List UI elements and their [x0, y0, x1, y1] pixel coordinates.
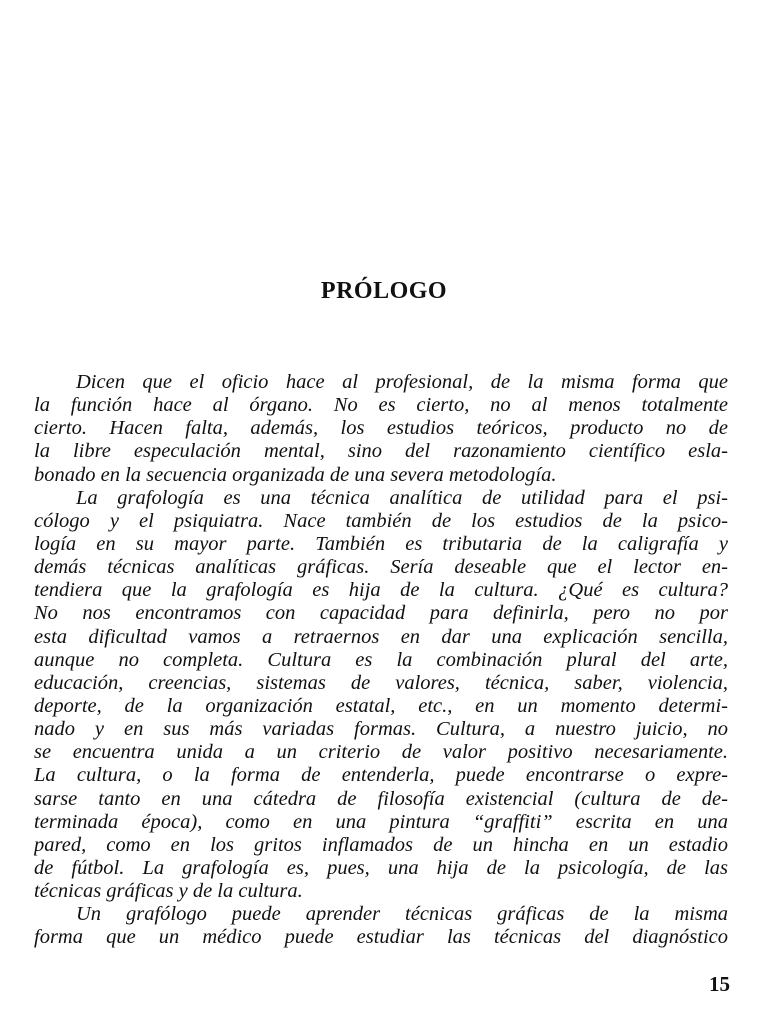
text-line: cierto. Hacen falta, además, los estudios teóricos, producto no de: [34, 417, 728, 440]
text-line: bonado en la secuencia organizada de una severa metodología.: [34, 463, 557, 486]
text-line: la función hace al órgano. No es cierto, no al menos totalmente: [34, 394, 728, 417]
chapter-title: PRÓLOGO: [320, 278, 448, 304]
page-number: 15: [709, 972, 730, 996]
text-line: Dicen que el oficio hace al profesional, de la misma forma que: [76, 371, 728, 393]
text-line: logía en su mayor parte. También es tributaria de la caligrafía y: [34, 532, 728, 555]
text-line: nado y en sus más variadas formas. Cultura, a nuestro juicio, no: [34, 718, 728, 741]
text-line: La cultura, o la forma de entenderla, puede encontrarse o expre-: [34, 764, 728, 787]
text-line: tendiera que la grafología es hija de la cultura. ¿Qué es cultura?: [34, 579, 728, 602]
text-line: técnicas gráficas y de la cultura.: [34, 880, 303, 903]
text-line: No nos encontramos con capacidad para definirla, pero no por: [34, 602, 728, 625]
text-line: deporte, de la organización estatal, etc., en un momento determi-: [34, 694, 728, 717]
text-line: educación, creencias, sistemas de valores, técnica, saber, violencia,: [34, 671, 728, 694]
text-line: Un grafólogo puede aprender técnicas gráficas de la misma: [76, 903, 728, 926]
text-line: la libre especulación mental, sino del razonamiento científico esla-: [34, 440, 728, 463]
body-text: [34, 371, 728, 950]
text-line: forma que un médico puede estudiar las técnicas del diagnóstico: [34, 926, 728, 949]
text-line: de fútbol. La grafología es, pues, una hija de la psicología, de las: [34, 856, 728, 879]
text-line: pared, como en los gritos inflamados de un hincha en un estadio: [34, 833, 728, 856]
text-line: terminada época), como en una pintura “graffiti” escrita en una: [34, 810, 728, 833]
text-line: sarse tanto en una cátedra de filosofía existencial (cultura de de-: [34, 787, 728, 810]
text-line: se encuentra unida a un criterio de valor positivo necesariamente.: [34, 741, 728, 764]
text-line: demás técnicas analíticas gráficas. Sería deseable que el lector en-: [34, 556, 728, 579]
text-line: cólogo y el psiquiatra. Nace también de los estudios de la psico-: [34, 509, 728, 532]
text-line: aunque no completa. Cultura es la combinación plural del arte,: [34, 648, 728, 671]
text-line: esta dificultad vamos a retraernos en dar una explicación sencilla,: [34, 625, 728, 648]
text-line: La grafología es una técnica analítica de utilidad para el psi-: [76, 486, 728, 509]
